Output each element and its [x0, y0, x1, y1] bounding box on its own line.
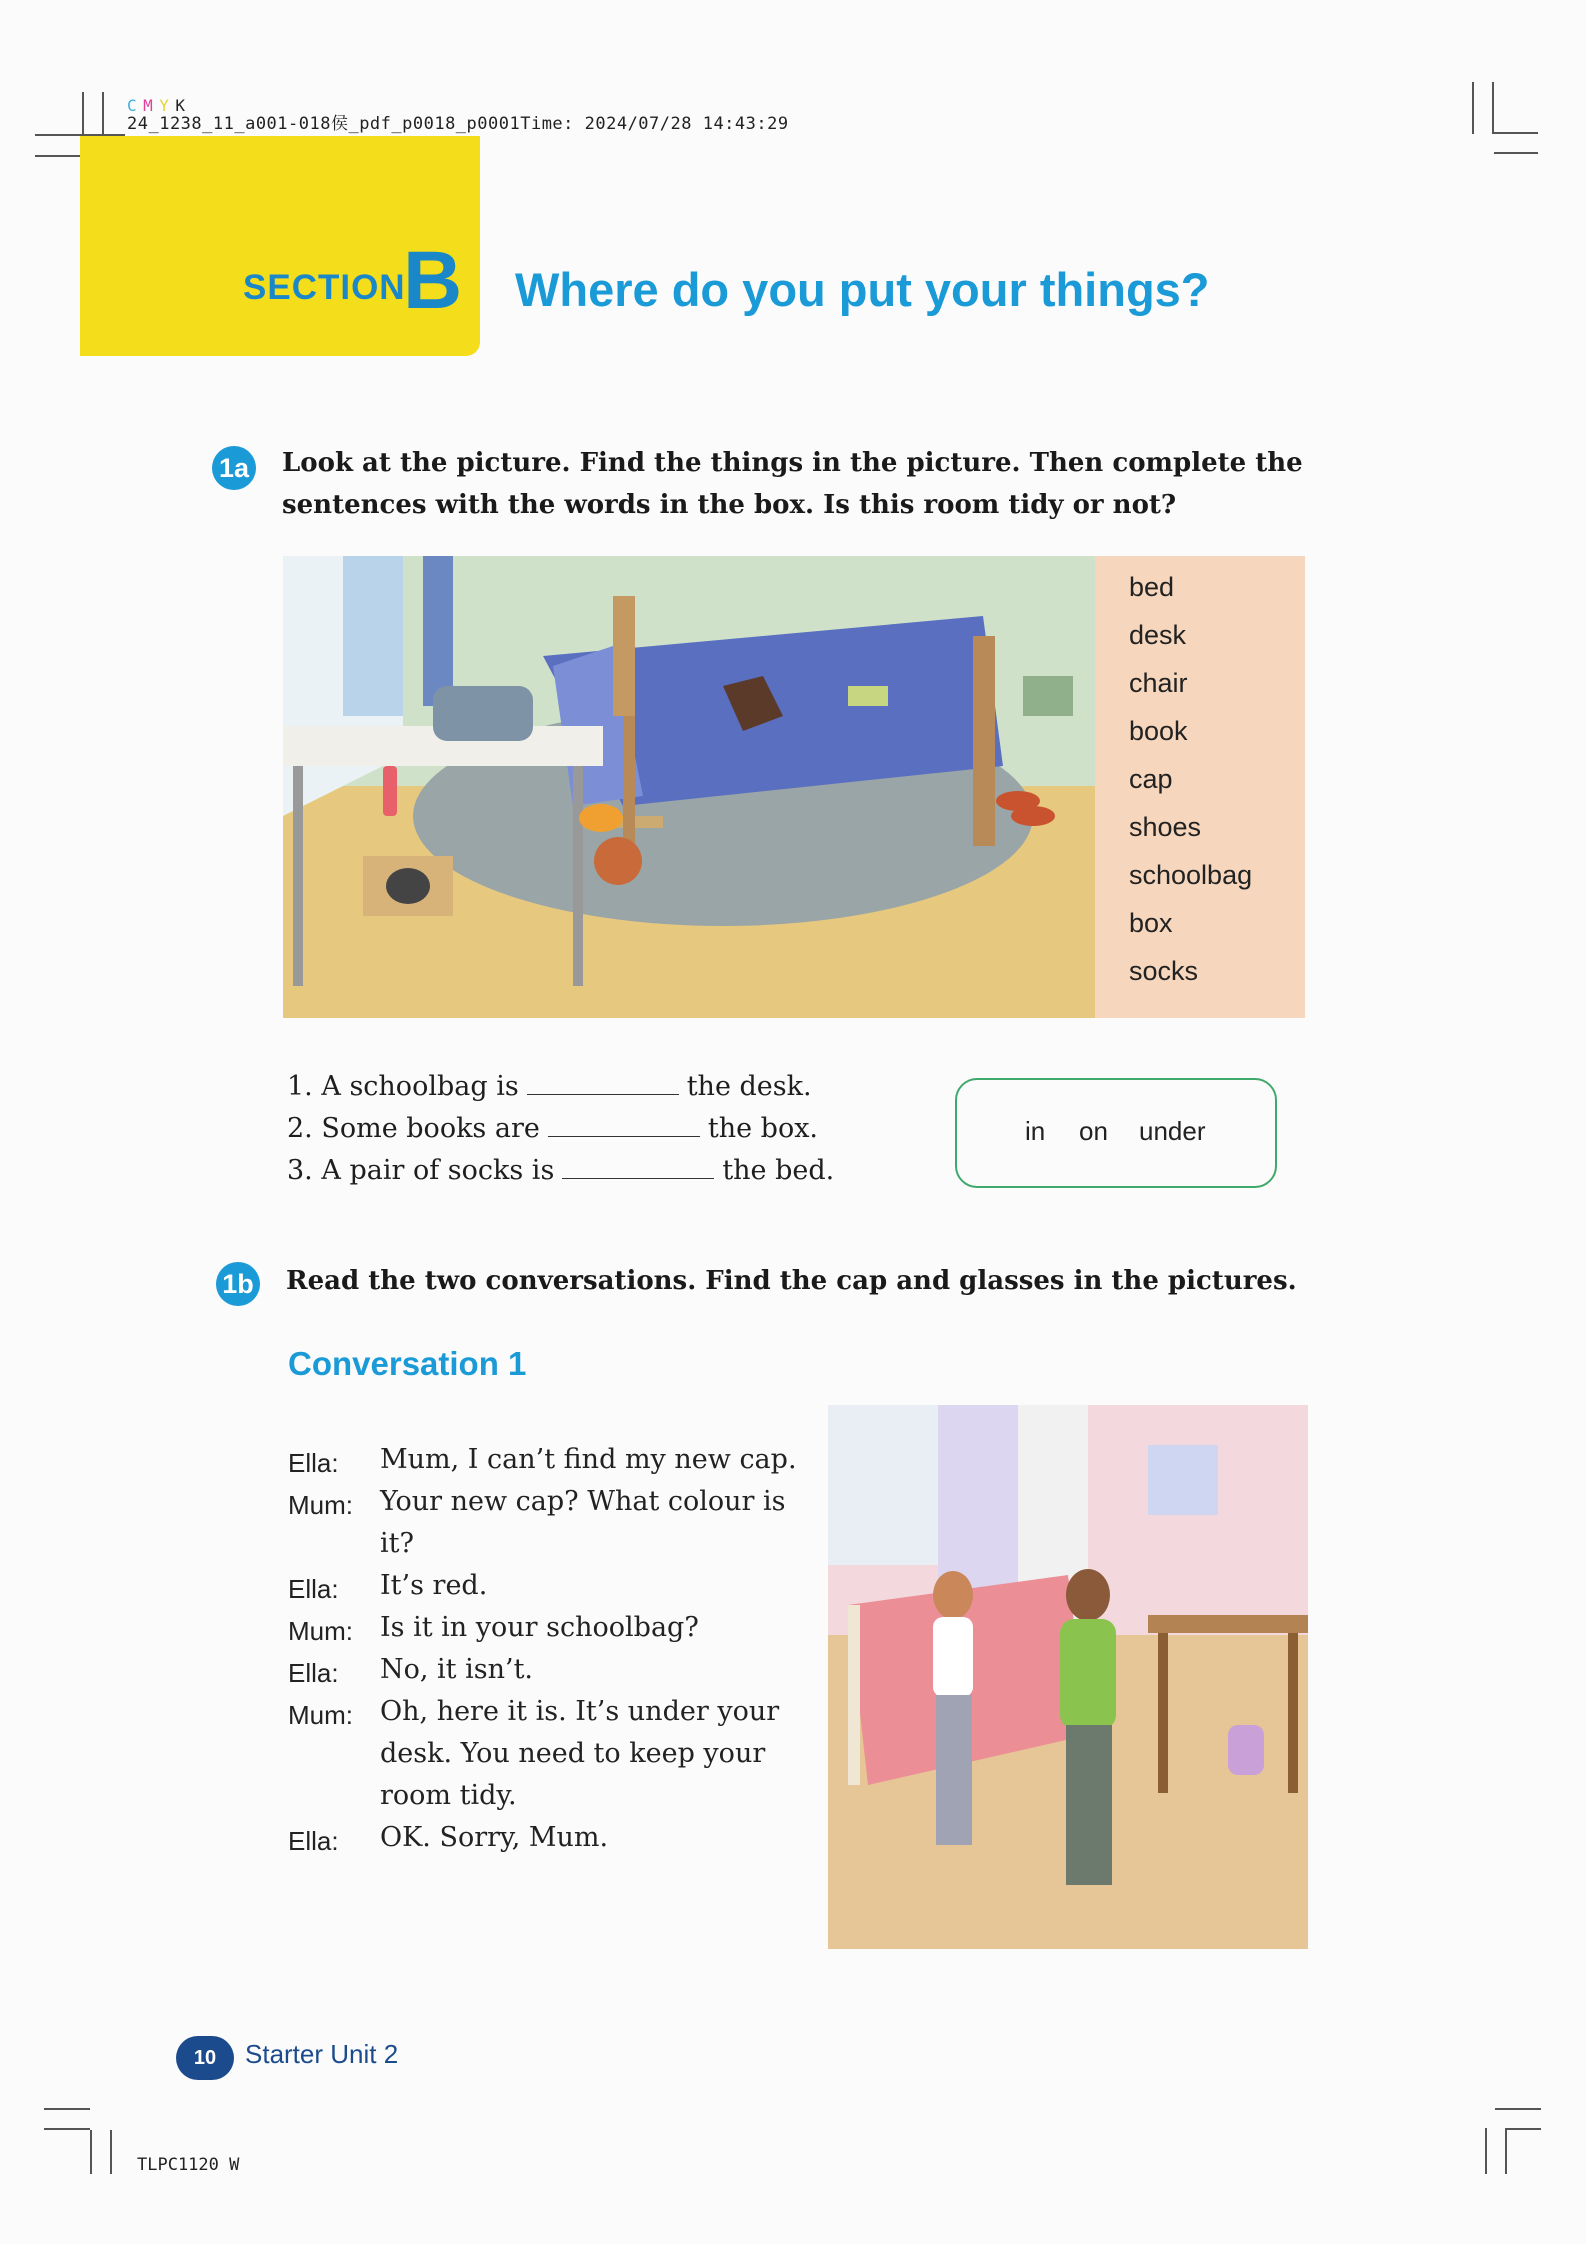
file-timestamp: 24_1238_11_a001-018侯_pdf_p0018_p0001Time: 2024/07/28 14:43:29 [127, 114, 789, 134]
word-cap: cap [1129, 764, 1173, 794]
cmyk-y: Y [159, 96, 170, 115]
sentence-number: 2. [287, 1113, 313, 1144]
page-number: 10 [176, 2036, 234, 2080]
bedroom-illustration [283, 556, 1095, 1018]
cmyk-marks [127, 97, 789, 115]
crop-mark [1494, 152, 1538, 154]
crop-mark [1485, 2128, 1487, 2174]
crop-mark [110, 2130, 112, 2174]
sentence-1 [287, 1070, 812, 1102]
crop-mark [35, 155, 80, 157]
crop-mark [44, 2128, 90, 2130]
crop-mark [82, 92, 84, 136]
sentence-before: A pair of socks is [321, 1155, 555, 1186]
dialogue-line: OK. Sorry, Mum. [380, 1822, 609, 1853]
dialogue-line: It’s red. [380, 1570, 488, 1601]
section-letter: B [403, 235, 463, 326]
word-socks: socks [1129, 956, 1199, 986]
sentence-after: the desk. [686, 1071, 812, 1102]
crop-mark [1472, 82, 1474, 134]
instruction-1b: Read the two conversations. Find the cap and glasses in the pictures. [286, 1266, 1297, 1296]
answer-blank[interactable] [562, 1154, 714, 1179]
dialogue-line: Is it in your schoolbag? [380, 1612, 699, 1643]
cmyk-c: C [127, 96, 138, 115]
dialogue-line: room tidy. [380, 1780, 517, 1811]
bedroom-drawing [283, 556, 1095, 1018]
dialogue-line: it? [380, 1528, 414, 1559]
sentence-number: 1. [287, 1071, 313, 1102]
cmyk-m: M [143, 96, 154, 115]
instruction-1a [282, 442, 1303, 526]
dialogue-line: Oh, here it is. It’s under your [380, 1696, 780, 1727]
word-schoolbag: schoolbag [1129, 860, 1253, 890]
crop-mark [1492, 82, 1494, 134]
answer-blank[interactable] [548, 1112, 700, 1137]
conversation-title: Conversation 1 [288, 1345, 527, 1382]
unit-label: Starter Unit 2 [245, 2039, 399, 2069]
dialogue-line: desk. You need to keep your [380, 1738, 766, 1769]
crop-mark [44, 2108, 90, 2110]
exercise-badge-1a: 1a [212, 446, 256, 490]
word-desk: desk [1129, 620, 1187, 650]
crop-mark [90, 2130, 92, 2174]
section-word: SECTION [243, 268, 406, 307]
preposition-under: under [1139, 1116, 1206, 1146]
speaker: Ella: [288, 1448, 339, 1478]
word-bed: bed [1129, 572, 1175, 602]
word-book: book [1129, 716, 1188, 746]
print-code: TLPC1120 W [137, 2155, 240, 2175]
crop-mark [1505, 2128, 1541, 2130]
sentence-before: Some books are [321, 1113, 540, 1144]
speaker: Mum: [288, 1616, 353, 1646]
preposition-on: on [1079, 1116, 1108, 1146]
speaker: Ella: [288, 1658, 339, 1688]
instruction-1a-line2: sentences with the words in the box. Is this room tidy or not? [282, 490, 1177, 520]
sentence-after: the box. [707, 1113, 819, 1144]
conversation-illustration [828, 1405, 1308, 1949]
sentence-3 [287, 1154, 834, 1186]
bedroom-conversation-drawing [828, 1405, 1308, 1949]
crop-mark [1505, 2128, 1507, 2174]
word-chair: chair [1129, 668, 1188, 698]
sentence-number: 3. [287, 1155, 313, 1186]
sentence-after: the bed. [722, 1155, 835, 1186]
speaker: Ella: [288, 1826, 339, 1856]
answer-blank[interactable] [527, 1070, 679, 1095]
dialogue-line: No, it isn’t. [380, 1654, 534, 1685]
preposition-in: in [1025, 1116, 1046, 1146]
dialogue-line: Mum, I can’t find my new cap. [380, 1444, 797, 1475]
preposition-box [955, 1078, 1277, 1188]
cmyk-k: K [175, 96, 186, 115]
dialogue-line: Your new cap? What colour is [380, 1486, 786, 1517]
crop-mark [1495, 2108, 1541, 2110]
instruction-1a-line1: Look at the picture. Find the things in the picture. Then complete the [282, 448, 1303, 478]
page-title: Where do you put your things? [515, 263, 1210, 316]
speaker: Mum: [288, 1490, 353, 1520]
speaker: Mum: [288, 1700, 353, 1730]
crop-mark [1492, 132, 1538, 134]
crop-mark [102, 92, 104, 136]
sentence-2 [287, 1112, 818, 1144]
word-shoes: shoes [1129, 812, 1202, 842]
word-box-item: box [1129, 908, 1173, 938]
speaker: Ella: [288, 1574, 339, 1604]
sentence-before: A schoolbag is [321, 1071, 519, 1102]
exercise-badge-1b: 1b [216, 1262, 260, 1306]
print-info [127, 97, 789, 133]
word-box [1095, 556, 1305, 1018]
